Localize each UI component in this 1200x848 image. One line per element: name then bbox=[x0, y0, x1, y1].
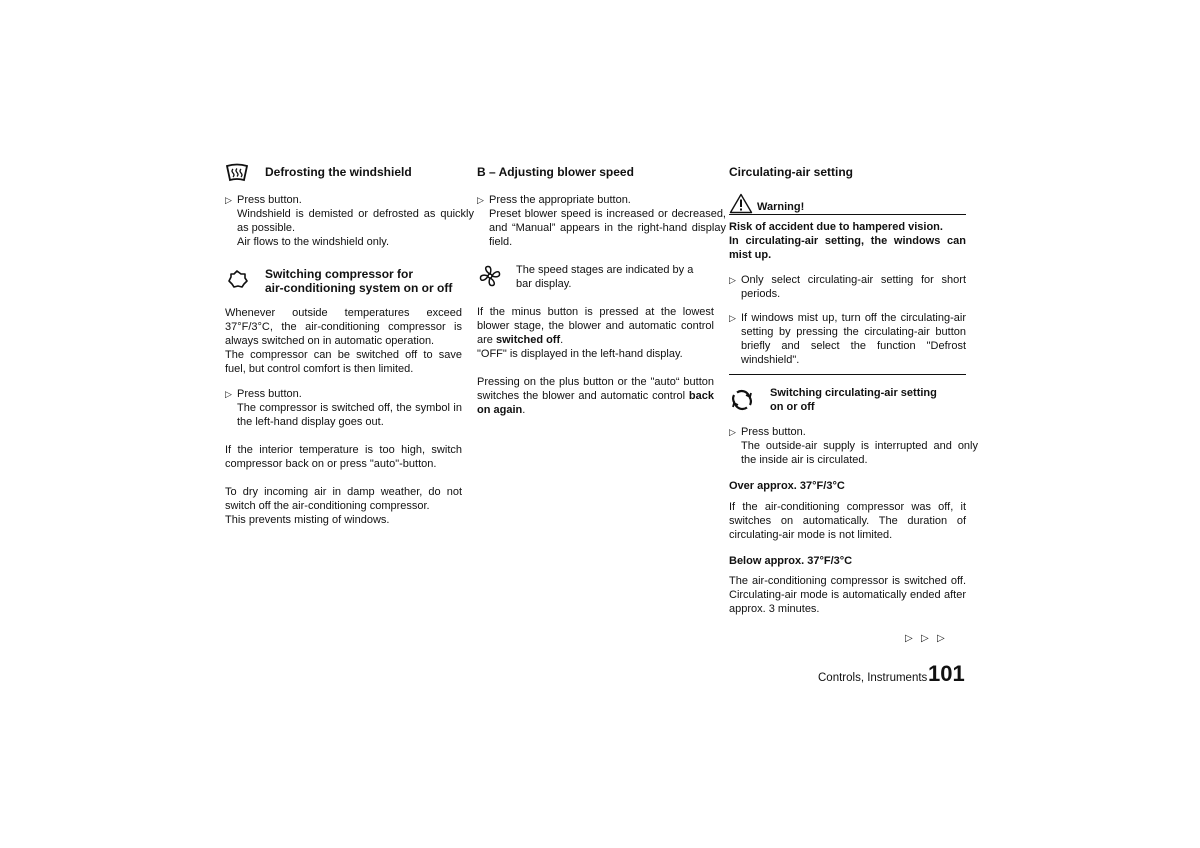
circulating-bullet-1 bbox=[729, 273, 966, 301]
circulating-bullets bbox=[729, 273, 966, 367]
blower-body bbox=[477, 305, 714, 417]
recirculation-bullet-detail: The outside-air supply is interrupted and only the inside air is circulated. bbox=[741, 440, 978, 466]
warning-line-1: Risk of accident due to hampered vision. bbox=[729, 221, 943, 233]
triangle-bullet-icon: ▷ bbox=[225, 195, 232, 205]
compressor-bullet-text: Press button. bbox=[237, 388, 302, 400]
defrost-line-2: Air flows to the windshield only. bbox=[237, 236, 390, 248]
compressor-bullet-detail: The compressor is switched off, the symbol in the left-hand display goes out. bbox=[237, 402, 462, 428]
compressor-heading-line-2: air-conditioning system on or off bbox=[265, 281, 453, 295]
compressor-para-1: Whenever outside temperatures exceed 37°F/3°C, the air-conditioning compressor is always switched on in automatic operation. bbox=[225, 307, 462, 347]
blower-bullet-text: Press the appropriate button. bbox=[489, 194, 631, 206]
compressor-para-1b: The compressor can be switched off to save fuel, but control comfort is then limited. bbox=[225, 349, 462, 375]
warning-top-rule bbox=[729, 214, 966, 215]
blower-para-1-text: If the minus button is pressed at the lowest blower stage, the blower and automatic control are bbox=[477, 306, 714, 346]
circulating-heading: Circulating-air setting bbox=[729, 165, 854, 179]
blower-para-2-text: Pressing on the plus button or the "auto“ button switches the blower and automatic control bbox=[477, 376, 714, 402]
recirculation-heading bbox=[770, 386, 966, 414]
blower-para-1b: "OFF" is displayed in the left-hand display. bbox=[477, 348, 683, 360]
defrost-bullet-text: Press button. bbox=[237, 194, 302, 206]
blower-heading: B – Adjusting blower speed bbox=[477, 165, 634, 179]
triangle-bullet-icon: ▷ bbox=[225, 389, 232, 399]
warning-triangle-icon bbox=[729, 193, 753, 214]
circulating-bullet-2 bbox=[729, 311, 966, 367]
triangle-bullet-icon: ▷ bbox=[729, 313, 736, 323]
defrost-line-1: Windshield is demisted or defrosted as quickly as possible. bbox=[237, 208, 474, 234]
blower-bullet bbox=[477, 193, 726, 249]
warning-label: Warning! bbox=[757, 201, 805, 213]
compressor-heading-line-1: Switching compressor for bbox=[265, 267, 414, 281]
compressor-body bbox=[225, 306, 462, 527]
warning-bottom-rule bbox=[729, 374, 966, 375]
triangle-bullet-icon: ▷ bbox=[729, 427, 736, 437]
windshield-defrost-icon bbox=[225, 163, 249, 183]
triangle-bullet-icon: ▷ bbox=[729, 275, 736, 285]
over-text: If the air-conditioning compressor was off, it switches on automatically. The duration of circulating-air mode is not limited. bbox=[729, 501, 966, 541]
compressor-icon bbox=[226, 268, 248, 290]
compressor-para-3b: This prevents misting of windows. bbox=[225, 514, 390, 526]
fan-icon bbox=[478, 264, 502, 288]
fan-note: The speed stages are indicated by a bar display. bbox=[516, 264, 694, 290]
blower-para-1-end: . bbox=[560, 334, 564, 346]
recirculation-bullet-text: Press button. bbox=[741, 426, 806, 438]
defrost-heading: Defrosting the windshield bbox=[265, 165, 412, 179]
below-heading: Below approx. 37°F/3°C bbox=[729, 555, 853, 567]
compressor-para-3: To dry incoming air in damp weather, do not switch off the air-conditioning compressor. bbox=[225, 486, 462, 512]
blower-para-1 bbox=[477, 305, 714, 347]
page-number: 101 bbox=[928, 661, 965, 686]
blower-para-2-end: . bbox=[522, 404, 526, 416]
over-heading: Over approx. 37°F/3°C bbox=[729, 480, 845, 492]
blower-bullet-detail: Preset blower speed is increased or decreased, and “Manual” appears in the right-hand display field. bbox=[489, 208, 726, 248]
warning-line-2: In circulating-air setting, the windows can mist up. bbox=[729, 235, 966, 261]
recirculation-heading-line-2: on or off bbox=[770, 401, 815, 413]
defrost-bullet bbox=[225, 193, 474, 249]
footer-section: Controls, Instruments bbox=[818, 672, 928, 684]
blower-para-1-bold: switched off bbox=[495, 334, 561, 346]
recirculation-heading-line-1: Switching circulating-air setting bbox=[770, 387, 937, 399]
circulating-bullet-1-text: Only select circulating-air setting for short periods. bbox=[741, 274, 966, 300]
recirculation-bullet bbox=[729, 425, 978, 467]
circulating-bullet-2-text: If windows mist up, turn off the circulating-air setting by pressing the circulating-air button briefly and select the function "Defrost windshield". bbox=[741, 312, 966, 366]
compressor-bullet bbox=[225, 387, 462, 429]
triangle-bullet-icon: ▷ bbox=[477, 195, 484, 205]
below-text: The air-conditioning compressor is switched off. Circulating-air mode is automatically ended after approx. 3 minutes. bbox=[729, 575, 966, 615]
blower-para-2-bold: back on again bbox=[477, 390, 714, 416]
continue-marks: ▷ ▷ ▷ bbox=[905, 633, 945, 644]
compressor-heading bbox=[265, 267, 465, 295]
compressor-para-2: If the interior temperature is too high, switch compressor back on or press "auto"-button. bbox=[225, 444, 462, 470]
blower-para-2 bbox=[477, 375, 714, 417]
recirculation-icon bbox=[730, 388, 754, 412]
warning-text bbox=[729, 220, 966, 262]
